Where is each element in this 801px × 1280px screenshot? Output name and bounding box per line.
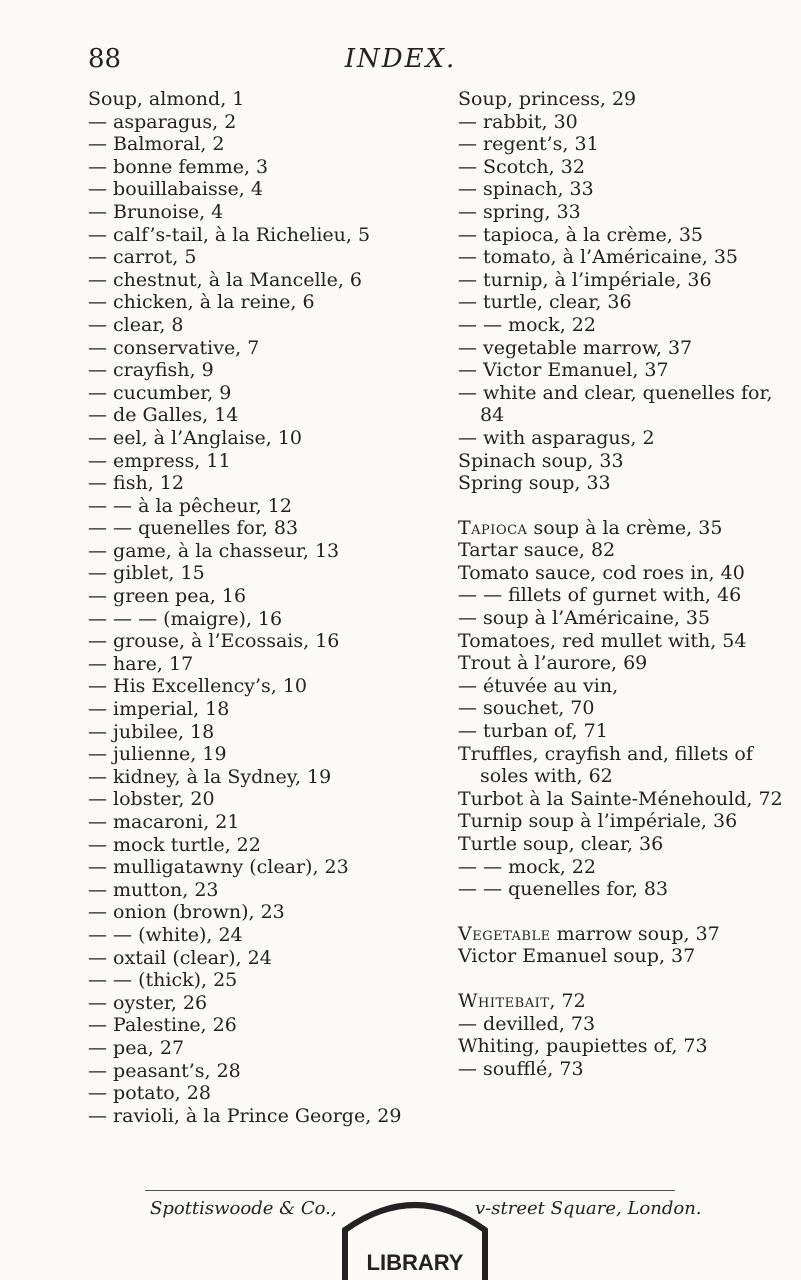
- index-entry: — de Galles, 14: [88, 404, 239, 427]
- index-entry: — étuvée au vin,: [458, 674, 619, 697]
- index-entry: — Balmoral, 2: [88, 133, 225, 156]
- index-entry: — macaroni, 21: [88, 811, 240, 833]
- section-initial-word: Whitebait: [458, 989, 550, 1012]
- index-entry: — carrot, 5: [88, 246, 197, 269]
- index-entry: Spring soup, 33: [458, 472, 611, 495]
- index-entry: — game, à la chasseur, 13: [88, 539, 340, 562]
- index-entry: — turban of, 71: [458, 720, 608, 743]
- index-entry: Tomatoes, red mullet with, 54: [458, 629, 747, 652]
- index-entry: — jubilee, 18: [88, 720, 215, 743]
- index-entry: — clear, 8: [88, 313, 184, 336]
- index-entry: — peasant’s, 28: [88, 1059, 241, 1082]
- index-entry: Spinach soup, 33: [458, 449, 624, 472]
- index-entry: — rabbit, 30: [458, 110, 578, 133]
- index-entry: — — (white), 24: [88, 923, 243, 946]
- index-entry: — mulligatawny (clear), 23: [88, 856, 349, 879]
- index-entry: — with asparagus, 2: [458, 426, 655, 449]
- index-entry: — imperial, 18: [88, 698, 230, 721]
- index-entry: Trout à l’aurore, 69: [458, 652, 648, 675]
- imprint-address: v-street Square, London.: [475, 1198, 702, 1219]
- index-entry: — cucumber, 9: [88, 381, 232, 404]
- index-entry: — spring, 33: [458, 200, 581, 223]
- index-entry: — Brunoise, 4: [88, 200, 224, 223]
- index-entry: — His Excellency’s, 10: [88, 675, 308, 698]
- index-entry: — crayfish, 9: [88, 359, 214, 382]
- index-entry: — — quenelles for, 83: [458, 878, 669, 901]
- index-entry: — fish, 12: [88, 472, 184, 495]
- section-initial-word: Tapioca: [458, 516, 528, 539]
- index-entry: — asparagus, 2: [88, 110, 237, 133]
- index-entry: — bouillabaisse, 4: [88, 178, 263, 201]
- index-entry: — oxtail (clear), 24: [88, 946, 272, 969]
- index-entry: Soup, princess, 29: [458, 88, 637, 110]
- index-entry: — devilled, 73: [458, 1012, 596, 1035]
- index-entry: — turnip, à l’impériale, 36: [458, 268, 712, 291]
- index-entry: — tapioca, à la crème, 35: [458, 223, 704, 246]
- index-entry: — vegetable marrow, 37: [458, 336, 693, 359]
- page-title: INDEX.: [344, 44, 457, 74]
- index-entry: — green pea, 16: [88, 585, 247, 608]
- index-entry: — oyster, 26: [88, 991, 208, 1014]
- index-entry: Turnip soup à l’impériale, 36: [458, 810, 738, 833]
- entry-text: soup à la crème, 35: [527, 516, 723, 539]
- index-entry: — calf’s-tail, à la Richelieu, 5: [88, 223, 371, 246]
- index-entry: Turbot à la Sainte-Ménehould, 72: [458, 787, 783, 810]
- index-entry: [458, 990, 798, 1013]
- section-gap: [458, 495, 798, 517]
- index-entry: — lobster, 20: [88, 788, 215, 811]
- index-entry: — Victor Emanuel, 37: [458, 359, 669, 382]
- index-entry: Whiting, paupiettes of, 73: [458, 1035, 708, 1058]
- index-entry: [458, 923, 798, 946]
- section-gap: [458, 968, 798, 990]
- index-entry: — eel, à l’Anglaise, 10: [88, 426, 303, 449]
- section-gap: [458, 901, 798, 923]
- index-entry: — turtle, clear, 36: [458, 291, 632, 314]
- index-entry: [458, 517, 798, 540]
- index-entry: — — mock, 22: [458, 855, 596, 878]
- index-entry: — ravioli, à la Prince George, 29: [88, 1104, 402, 1127]
- index-entry: — — mock, 22: [458, 313, 596, 336]
- index-entry: — bonne femme, 3: [88, 155, 269, 178]
- index-column-right: [458, 88, 798, 1080]
- index-entry: — — — (maigre), 16: [88, 607, 283, 630]
- index-entry: — grouse, à l’Ecossais, 16: [88, 630, 340, 653]
- index-entry: — onion (brown), 23: [88, 901, 285, 924]
- index-entry: — — (thick), 25: [88, 969, 238, 992]
- index-entry: — hare, 17: [88, 652, 194, 675]
- index-entry: Tomato sauce, cod roes in, 40: [458, 561, 745, 584]
- index-entry: — Scotch, 32: [458, 155, 585, 178]
- index-entry: — souchet, 70: [458, 697, 595, 720]
- index-entry: — pea, 27: [88, 1036, 185, 1059]
- index-entry: — soup à l’Américaine, 35: [458, 607, 711, 630]
- index-column-left: [88, 88, 428, 1127]
- imprint-printer: Spottiswoode & Co.,: [150, 1198, 337, 1219]
- index-entry: — potato, 28: [88, 1082, 211, 1105]
- library-stamp-text: LIBRARY: [366, 1250, 464, 1275]
- index-entry: — spinach, 33: [458, 178, 594, 201]
- index-entry: — chicken, à la reine, 6: [88, 291, 315, 314]
- index-entry: — giblet, 15: [88, 562, 205, 585]
- index-entry: Victor Emanuel soup, 37: [458, 945, 696, 968]
- index-entry: Soup, almond, 1: [88, 88, 245, 110]
- index-entry: — conservative, 7: [88, 336, 260, 359]
- index-entry: — mutton, 23: [88, 878, 219, 901]
- index-entry: Truffles, crayfish and, fillets of soles with, 62: [458, 742, 753, 788]
- index-entry: — white and clear, quenelles for, 84: [458, 381, 773, 427]
- index-entry: — — fillets of gurnet with, 46: [458, 584, 742, 607]
- index-entry: — julienne, 19: [88, 743, 227, 766]
- library-stamp: [320, 1190, 510, 1280]
- index-entry: — tomato, à l’Américaine, 35: [458, 246, 739, 269]
- index-entry: — Palestine, 26: [88, 1014, 237, 1037]
- entry-text: marrow soup, 37: [550, 922, 720, 945]
- index-entry: Tartar sauce, 82: [458, 539, 616, 562]
- index-entry: — soufflé, 73: [458, 1057, 584, 1080]
- page-number: 88: [88, 44, 122, 74]
- index-entry: — kidney, à la Sydney, 19: [88, 765, 332, 788]
- index-entry: Turtle soup, clear, 36: [458, 833, 664, 855]
- index-entry: — empress, 11: [88, 449, 231, 472]
- index-entry: — — quenelles for, 83: [88, 517, 299, 540]
- index-entry: — — à la pêcheur, 12: [88, 494, 292, 517]
- index-entry: — mock turtle, 22: [88, 833, 261, 856]
- index-entry: — regent’s, 31: [458, 133, 599, 156]
- entry-text: , 72: [549, 989, 586, 1012]
- index-entry: — chestnut, à la Mancelle, 6: [88, 268, 363, 291]
- section-initial-word: Vegetable: [458, 922, 551, 945]
